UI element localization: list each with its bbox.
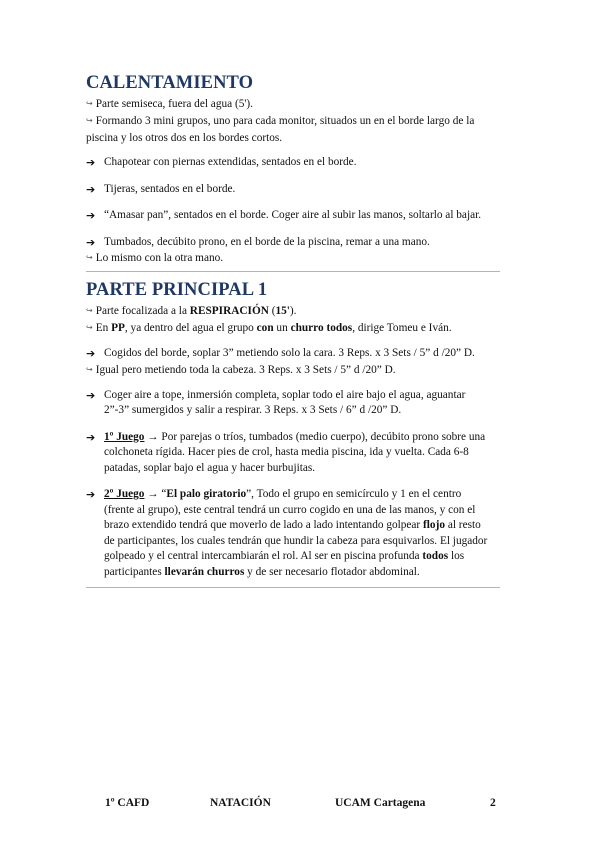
footer-institution: UCAM Cartagena [335,797,426,809]
bullet-item: ➔ Coger aire a tope, inmersión completa, soplar todo el aire bajo el agua, aguantar 2”-3” sumergidos y salir a respirar. 3 Reps. x 3 Sets / 6” d /20” D. [86,388,466,416]
document-page [86,72,500,588]
note-line: ↪ Lo mismo con la otra mano. [86,252,224,264]
note-line: ↪ Parte semiseca, fuera del agua (5'). [86,98,253,110]
small-curved-arrow-icon: ↪ [86,323,93,332]
small-curved-arrow-icon: ↪ [86,364,93,374]
section-divider [86,587,500,588]
note-line: ↪ Parte focalizada a la RESPIRACIÓN (15'). [86,305,297,317]
section-heading-calentamiento: CALENTAMIENTO [86,73,254,93]
right-arrow-icon: ➔ [86,388,96,402]
right-arrow-icon: ➔ [86,156,96,169]
small-curved-arrow-icon: ↪ [86,116,93,125]
footer-subject: NATACIÓN [210,797,271,809]
note-line: ↪ En PP, ya dentro del agua el grupo con un churro todos, dirige Tomeu e Iván. [86,322,452,334]
bullet-item: ➔ Tumbados, decúbito prono, en el borde de la piscina, remar a una mano. [86,235,430,249]
bullet-item: ➔ Tijeras, sentados en el borde. [86,182,236,196]
note-line: ↪ Formando 3 mini grupos, uno para cada monitor, situados un en el borde largo de la [86,115,475,127]
note-line: ↪ Igual pero metiendo toda la cabeza. 3 Reps. x 3 Sets / 5” d /20” D. [86,363,396,376]
footer-page-number: 2 [490,797,496,809]
right-arrow-icon: ➔ [86,488,96,501]
bullet-item-juego-1: ➔ 1º Juego → Por parejas o tríos, tumbados (medio cuerpo), decúbito prono sobre una colchoneta rígida. Hacer pies de crol, hasta media piscina, ida y vuelta. Cada 6-8 patadas, soplar bajo el agua y hacer burbujitas. [86,430,486,474]
right-arrow-icon: ➔ [86,235,96,249]
note-continuation: piscina y los otros dos en los bordes cortos. [86,132,283,144]
footer-course: 1º CAFD [105,797,150,809]
right-arrow-icon: ➔ [86,347,96,360]
bullet-item: ➔ Chapotear con piernas extendidas, sentados en el borde. [86,156,357,169]
small-curved-arrow-icon: ↪ [86,253,93,262]
right-arrow-icon: ➔ [86,209,96,222]
right-arrow-icon: ➔ [86,182,96,196]
section-heading-parte-principal: PARTE PRINCIPAL 1 [86,280,268,300]
right-arrow-icon: ➔ [86,430,96,444]
bullet-item: ➔ Cogidos del borde, soplar 3” metiendo solo la cara. 3 Reps. x 3 Sets / 5” d /20” D. [86,347,475,360]
bullet-item: ➔ “Amasar pan”, sentados en el borde. Coger aire al subir las manos, soltarlo al bajar. [86,209,482,222]
small-curved-arrow-icon: ↪ [86,99,93,108]
small-curved-arrow-icon: ↪ [86,306,93,315]
bullet-item-juego-2: ➔ 2º Juego → “El palo giratorio”, Todo el grupo en semicírculo y 1 en el centro (frente al grupo), este central tendrá un curro cogido en una de las manos, y con el brazo extendido tendrá que moverlo de lado a lado intentando golpear flojo al resto de participantes, los cuales tendrán que hundir la cabeza para esquivarlos. El jugador golpeado y el central intercambiarán el rol. Al ser en piscina profunda todos los participantes llevarán churros y de ser necesario flotador abdominal. [86,488,488,578]
